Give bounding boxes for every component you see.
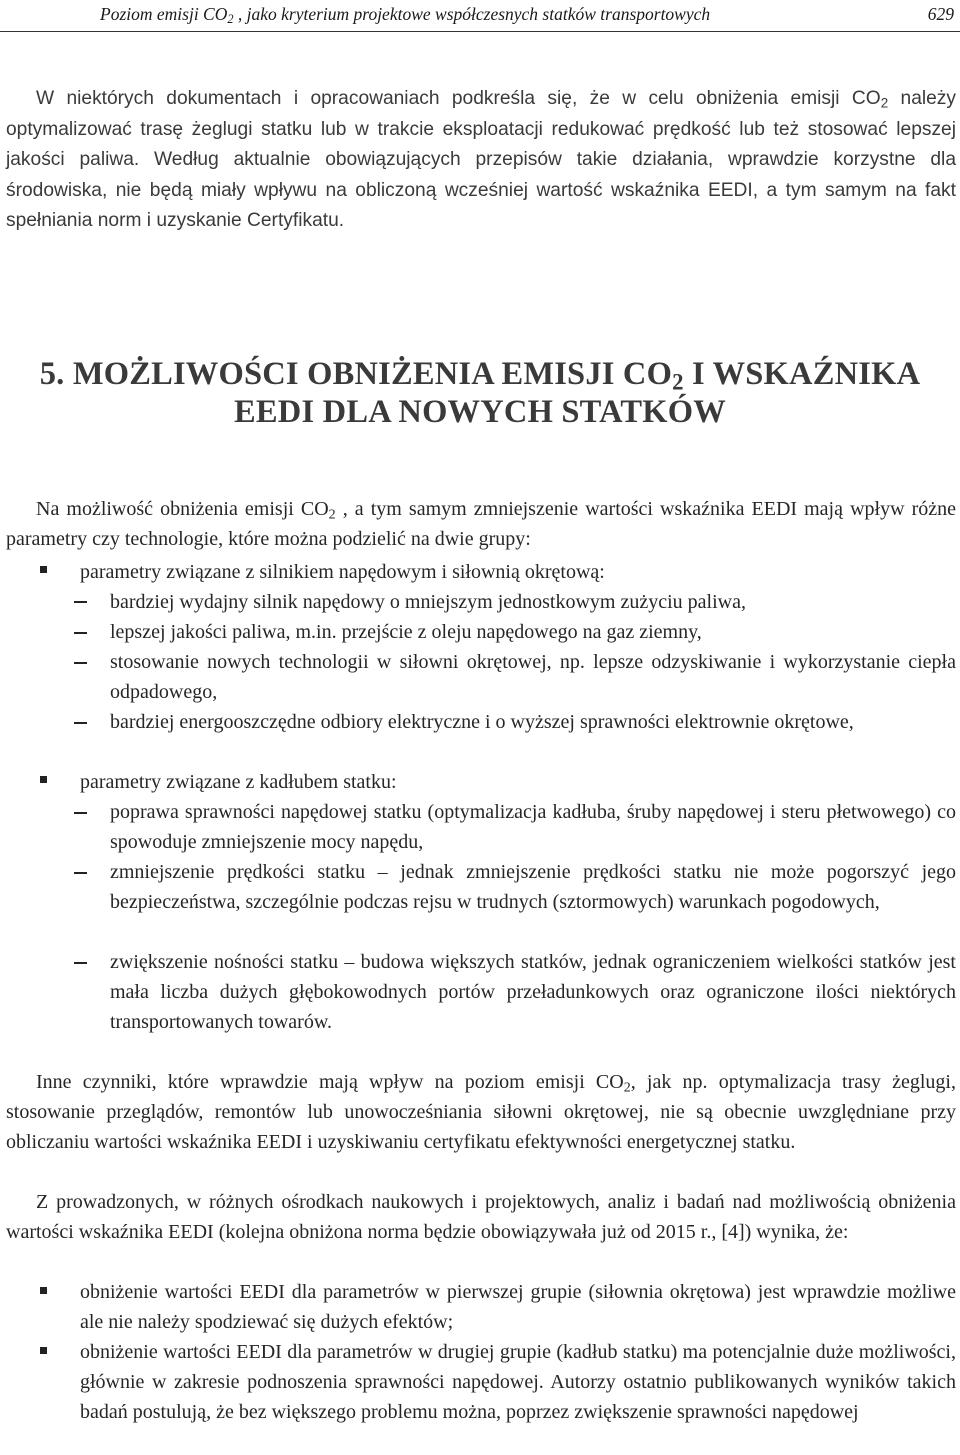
- square-bullet-icon: [40, 1287, 47, 1294]
- conclusion-item: obniżenie wartości EEDI dla parametrów w pierwszej grupie (siłownia okrętowa) jest wprawdzie możliwe ale nie należy spodziewać się dużych efektów;: [80, 1281, 956, 1334]
- dash-bullet-icon: [74, 812, 87, 814]
- list-item: zmniejszenie prędkości statku – jednak zmniejszenie prędkości statku nie może pogorszyć jego bezpieczeństwa, szczególnie podczas rejsu w trudnych (sztormowych) warunkach pogodowych,: [110, 861, 956, 914]
- list-item: zwiększenie nośności statku – budowa większych statków, jednak ograniczeniem wielkości statków jest mała liczba dużych głębokowodnych portów przeładunkowych oraz ograniczone ilości niektórych transportowanych towarów.: [110, 951, 956, 1034]
- section-heading-line2: EEDI DLA NOWYCH STATKÓW: [234, 394, 726, 430]
- paragraph-analyses: Z prowadzonych, w różnych ośrodkach naukowych i projektowych, analiz i badań nad możliwością obniżenia wartości wskaźnika EEDI (kolejna obniżona norma będzie obowiązywała już od 2015 r., [4]) wynika, że:: [6, 1191, 956, 1244]
- dash-bullet-icon: [74, 632, 87, 634]
- list-item: poprawa sprawności napędowej statku (optymalizacja kadłuba, śruby napędowej i steru płetwowego) co spowoduje zmniejszenie mocy napędu,: [110, 801, 956, 854]
- list-item: bardziej wydajny silnik napędowy o mniejszym jednostkowym zużyciu paliwa,: [110, 591, 746, 613]
- list-item: stosowanie nowych technologii w siłowni okrętowej, np. lepsze odzyskiwanie i wykorzystanie ciepła odpadowego,: [110, 651, 956, 704]
- dash-bullet-icon: [74, 662, 87, 664]
- section-heading-line1: 5. MOŻLIWOŚCI OBNIŻENIA EMISJI $CO_2$ I WSKAŹNIKA: [39, 356, 921, 395]
- dash-bullet-icon: [74, 962, 87, 964]
- section-heading: [0, 355, 960, 431]
- page-number: 629: [927, 4, 954, 24]
- group1-label: parametry związane z silnikiem napędowym i siłownią okrętową:: [80, 561, 605, 583]
- dash-bullet-icon: [74, 872, 87, 874]
- list-item: lepszej jakości paliwa, m.in. przejście z oleju napędowego na gaz ziemny,: [110, 621, 702, 643]
- paragraph-other-factors: Inne czynniki, które wprawdzie mają wpływ na poziom emisji $CO_2$, jak np. optymalizacja trasy żeglugi, stosowanie przeglądów, remontów lub unowocześniania siłowni okrętowej, nie są obecnie uwzględniane przy obliczaniu wartości wskaźnika EEDI i uzyskiwaniu certyfikatu efektywności energetycznej statku.: [6, 1071, 956, 1154]
- paragraph-route-speed: W niektórych dokumentach i opracowaniach podkreśla się, że w celu obniżenia emisji $CO_2$ należy optymalizować trasę żeglugi statku lub w trakcie eksploatacji redukować prędkość lub też stosować lepszej jakości paliwa. Według aktualnie obowiązujących przepisów takie działania, wprawdzie korzystne dla środowiska, nie będą miały wpływu na obliczoną wcześniej wartość wskaźnika EEDI, a tym samym na fakt spełniania norm i uzyskanie Certyfikatu.: [6, 88, 956, 232]
- group2-label: parametry związane z kadłubem statku:: [80, 771, 397, 793]
- dash-bullet-icon: [74, 722, 87, 724]
- list-item: bardziej energooszczędne odbiory elektryczne i o wyższej sprawności elektrownie okrętowe,: [110, 711, 854, 733]
- square-bullet-icon: [40, 1347, 47, 1354]
- square-bullet-icon: [40, 776, 47, 783]
- running-title: Poziom emisji $CO_2$ , jako kryterium projektowe współczesnych statków transportowych: [100, 4, 711, 27]
- conclusion-item: obniżenie wartości EEDI dla parametrów w drugiej grupie (kadłub statku) ma potencjalnie duże możliwości, głównie w zakresie podnoszenia sprawności napędowej. Autorzy ostatnio publikowanych wyników takich badań postulują, że bez większego problemu można, poprzez zwiększenie sprawności napędowej: [80, 1341, 956, 1424]
- dash-bullet-icon: [74, 601, 87, 603]
- running-header: [0, 0, 960, 32]
- square-bullet-icon: [40, 566, 47, 573]
- paragraph-intro: Na możliwość obniżenia emisji $CO_2$ , a tym samym zmniejszenie wartości wskaźnika EEDI mają wpływ różne parametry czy technologie, które można podzielić na dwie grupy:: [6, 498, 956, 551]
